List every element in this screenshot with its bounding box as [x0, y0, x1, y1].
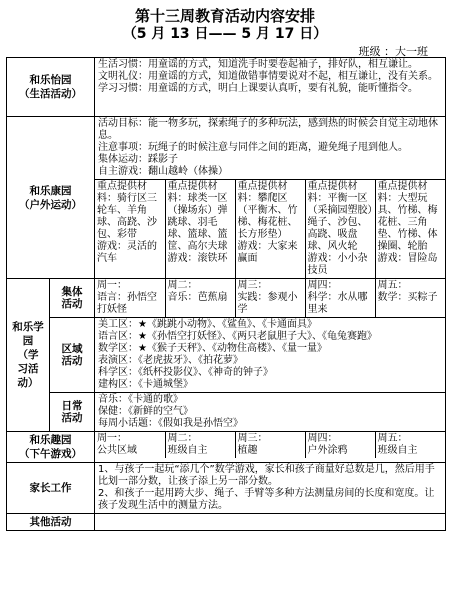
life-content [95, 58, 446, 117]
area-science: 科学区：《纸杯投影仪》、《神奇的钟子》 [98, 367, 273, 378]
life-label [7, 58, 95, 117]
equip-text: 重点提供材料：攀爬区（平衡木、竹梯、梅花桩、长方形垫） [237, 181, 298, 240]
study-label-4: 习活 [17, 363, 39, 375]
health-columns [95, 179, 445, 278]
day-content: 植趣 [237, 445, 258, 456]
group-label-1: 集体 [61, 286, 83, 298]
daily-activity-content [95, 393, 446, 432]
day-label: 周四： [307, 433, 338, 444]
study-label [7, 279, 50, 432]
daily-topic: 每周小话题：《假如我是孙悟空》 [98, 418, 243, 429]
health-content [95, 117, 446, 279]
study-label-1: 和乐学 [12, 321, 44, 333]
health-row [7, 117, 446, 279]
health-general [95, 117, 445, 179]
other-label: 其他活动 [7, 514, 95, 531]
day-content: 班级自主 [167, 445, 208, 456]
leisure-label-1: 和乐趣园 [29, 434, 72, 446]
family-item-1: 1、与孩子一起玩“添几个”数学游戏，家长和孩子商量好总数是几，然后用手比划一部分数，让孩子添上另一部分数。 [98, 464, 435, 487]
study-area-row [7, 318, 446, 393]
daily-activity-label [50, 393, 95, 432]
group-day-4 [305, 279, 375, 317]
family-item-2: 2、和孩子一起用跨大步、绳子、手臂等多种方法测量房间的长度和宽度。让孩子发现生活中的测量方法。 [98, 488, 435, 511]
leisure-day-3 [235, 432, 305, 458]
leisure-row [7, 432, 446, 463]
game-text: 游戏：大家来赢面 [237, 241, 298, 264]
day-label: 周二： [167, 433, 198, 444]
leisure-day-1 [95, 432, 165, 458]
day-label: 周四： [307, 280, 338, 291]
leisure-day-5 [375, 432, 445, 458]
day-content: 公共区域 [97, 445, 137, 456]
study-label-3: （学 [17, 349, 39, 361]
other-row [7, 514, 446, 531]
leisure-label [7, 432, 95, 463]
family-label: 家长工作 [7, 463, 95, 514]
area-activity-label [50, 318, 95, 393]
class-label: 班级 ：大一班 [358, 45, 428, 58]
day-label: 周二： [167, 280, 198, 291]
day-label: 周五： [377, 433, 408, 444]
area-performance: 表演区：《老虎拔牙》、《拍花萝》 [98, 355, 243, 366]
life-label-2: （生活活动） [19, 88, 82, 100]
group-day-3 [235, 279, 305, 317]
leisure-day-4 [305, 432, 375, 458]
area-activity-content [95, 318, 446, 393]
day-content: 户外涂鸦 [307, 445, 348, 456]
group-days [95, 279, 445, 317]
group-label-2: 活动 [61, 298, 83, 310]
health-col-1 [95, 180, 165, 279]
study-daily-row [7, 393, 446, 432]
other-content [95, 514, 446, 531]
day-label: 周五： [377, 280, 408, 291]
date-range: （5 月 13 日—— 5 月 17 日） [122, 26, 328, 42]
equip-text: 重点提供材料：骑行区三轮车、羊角球、高跷、沙包、彩带 [97, 181, 157, 240]
study-label-5: 动） [17, 377, 39, 389]
game-text: 游戏：灵活的汽车 [97, 241, 157, 264]
group-day-2 [165, 279, 235, 317]
daily-health: 保健：《新鲜的空气》 [98, 406, 193, 417]
game-text: 游戏：小小杂技员 [307, 253, 368, 276]
area-construction: 建构区：《卡通城堡》 [98, 379, 193, 390]
game-text: 游戏：滚铁环 [167, 253, 228, 264]
life-study-habit: 学习习惯：用童谣的方式，明白上课要认真听，要有礼貌，能听懂指令。 [98, 83, 418, 94]
day-content: 班级自主 [377, 445, 418, 456]
day-content: 数学：买粽子 [377, 292, 438, 303]
day-content: 实践：参观小学 [237, 292, 298, 315]
equip-text: 重点提供材料：球类一区（操场东）弹跳球、羽毛球、篮球、篮筐、高尔夫球 [167, 181, 228, 252]
health-col-4 [305, 180, 375, 279]
health-col-3 [235, 180, 305, 279]
daily-label-2: 活动 [61, 412, 83, 424]
health-note: 注意事项：玩绳子的时候注意与同伴之间的距离，避免绳子甩到他人。 [98, 142, 408, 153]
daily-music: 音乐：《卡通的歌》 [98, 394, 183, 405]
leisure-days [95, 432, 445, 458]
day-label: 周三： [237, 280, 268, 291]
life-etiquette: 文明礼仪：用童谣的方式，知道做错事情要说对不起，相互谦让，没有关系。 [98, 71, 438, 82]
group-day-5 [375, 279, 445, 317]
life-habit: 生活习惯：用童谣的方式，知道洗手时要卷起袖子，排好队，相互谦让。 [98, 59, 418, 70]
leisure-day-2 [165, 432, 235, 458]
area-art: 美工区：★《跳跳小动物》、《鲨鱼》、《卡通面具》 [98, 319, 317, 330]
day-content: 语言：孙悟空打妖怪 [97, 292, 157, 315]
area-label-1: 区域 [61, 343, 83, 355]
day-label: 周一： [97, 280, 127, 291]
day-content: 音乐：芭蕉扇 [167, 292, 228, 303]
day-label: 周一： [97, 433, 127, 444]
area-language: 语言区：★《孙悟空打妖怪》、《两只老鼠胆子大》、《龟兔赛跑》 [98, 331, 377, 342]
game-text: 游戏：冒险岛 [377, 253, 438, 264]
equip-text: 重点提供材料：平衡一区（采摘园塑胶）绳子、沙包、高跷、吸盘球、风火轮 [307, 181, 373, 252]
schedule-table [6, 57, 446, 531]
health-label [7, 117, 95, 279]
family-row [7, 463, 446, 514]
group-day-1 [95, 279, 165, 317]
group-activity-content [95, 279, 446, 318]
equip-text: 重点提供材料：大型玩具、竹梯、梅花桩、三角垫、竹梯、体操圈、轮胎 [377, 181, 438, 252]
health-goal: 活动目标：能一物多玩，探索绳子的多种玩法，感到热的时候会自觉主动地休息。 [98, 118, 438, 141]
health-label-2: （户外运动） [19, 198, 82, 211]
day-label: 周三： [237, 433, 268, 444]
daily-label-1: 日常 [61, 400, 83, 412]
study-group-row [7, 279, 446, 318]
family-content [95, 463, 446, 514]
life-row [7, 58, 446, 117]
group-activity-label [50, 279, 95, 318]
area-label-2: 活动 [61, 355, 83, 367]
health-free: 自主游戏：翻山越岭（体操） [98, 166, 228, 177]
health-label-1: 和乐康园 [29, 184, 72, 197]
life-label-1: 和乐怡园 [29, 74, 72, 86]
page-title: 第十三周教育活动内容安排 [134, 7, 315, 25]
day-content: 科学：水从哪里来 [307, 292, 368, 315]
health-group: 集体运动：踩影子 [98, 154, 178, 165]
area-math: 数学区：★《猴子天秤》、《动物住高楼》、《量一量》 [98, 343, 327, 354]
health-col-2 [165, 180, 235, 279]
study-label-2: 园 [22, 335, 34, 347]
health-col-5 [375, 180, 445, 279]
leisure-content [95, 432, 446, 463]
leisure-label-2: （下午游戏） [19, 448, 82, 460]
